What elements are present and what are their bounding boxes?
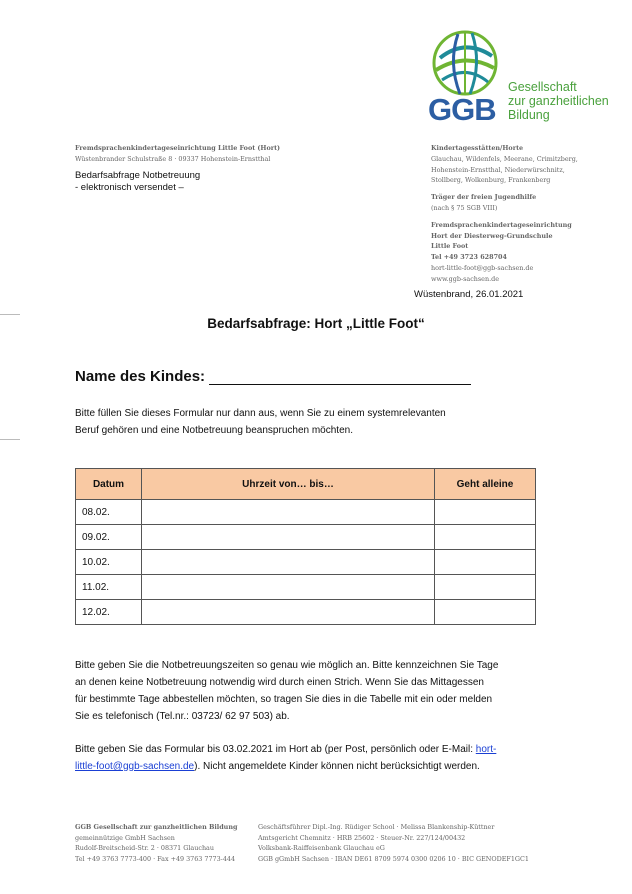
fold-mark <box>0 314 20 315</box>
page-title: Bedarfsabfrage: Hort „Little Foot“ <box>207 316 425 331</box>
row-date: 10.02. <box>76 550 142 575</box>
child-name-line[interactable] <box>209 370 471 385</box>
instructions-text: Bitte geben Sie die Notbetreuungszeiten so genau wie möglich an. Bitte kennzeichnen Sie Tage an denen keine Notbetreuung notwendig wird durch einen Strich. Wenn Sie das Mittagessen für bestimmte Tage abbestellen möchten, so tragen Sie dies in die Tabelle mit ein oder melden Sie es telefonisch (Tel.nr.: 03723/ 62 97 503) ab. <box>75 660 499 722</box>
row-date: 12.02. <box>76 600 142 625</box>
email-link[interactable]: hort- <box>475 744 497 755</box>
header-date: Datum <box>76 469 142 500</box>
header-time: Uhrzeit von… bis… <box>142 469 435 500</box>
logo-letters: GGB <box>428 92 496 127</box>
time-cell[interactable] <box>142 600 435 625</box>
alone-cell[interactable] <box>435 600 536 625</box>
alone-cell[interactable] <box>435 575 536 600</box>
table-row <box>76 550 536 575</box>
table-header-row <box>76 469 536 500</box>
logo-org-name: Gesellschaft zur ganzheitlichen Bildung <box>508 80 609 122</box>
care-needs-table <box>75 468 536 625</box>
table-row <box>76 500 536 525</box>
recipient-block: Bedarfsabfrage Notbetreuung - elektronisch versendet – <box>75 170 201 193</box>
email-link-continued[interactable]: little-foot@ggb-sachsen.de <box>75 761 195 772</box>
time-cell[interactable] <box>142 500 435 525</box>
footer-left: GGB Gesellschaft zur ganzheitlichen Bildung gemeinnützige GmbH Sachsen Rudolf-Breitscheid-Str. 2 · 08371 Glauchau Tel +49 3763 7773-400 · Fax +49 3763 7773-444 <box>75 823 238 863</box>
time-cell[interactable] <box>142 575 435 600</box>
alone-cell[interactable] <box>435 525 536 550</box>
deadline-text: Bitte geben Sie das Formular bis 03.02.2021 im Hort ab (per Post, persönlich oder E-Mail: hort- little-foot@ggb-sachsen.de). Nicht angemeldete Kinder können nicht berücksichtigt werden. <box>75 744 497 772</box>
row-date: 09.02. <box>76 525 142 550</box>
alone-cell[interactable] <box>435 550 536 575</box>
alone-cell[interactable] <box>435 500 536 525</box>
intro-text: Bitte füllen Sie dieses Formular nur dann aus, wenn Sie zu einem systemrelevanten Beruf gehören und eine Notbetreuung beanspruchen möchten. <box>75 408 446 436</box>
row-date: 08.02. <box>76 500 142 525</box>
place-date: Wüstenbrand, 26.01.2021 <box>414 289 524 300</box>
footer-right: Geschäftsführer Dipl.-Ing. Rüdiger School · Melissa Blankenship-Küttner Amtsgericht Chemnitz · HRB 25602 · Steuer-Nr. 227/124/00432 Volksbank-Raiffeisenbank Glauchau eG GGB gGmbH Sachsen · IBAN DE61 8709 5974 0300 0206 10 · BIC GENODEF1GC1 <box>258 823 529 863</box>
table-row <box>76 600 536 625</box>
globe-icon <box>430 28 500 98</box>
table-row <box>76 575 536 600</box>
child-name-field[interactable] <box>75 368 471 385</box>
sender-address: Fremdsprachenkindertageseinrichtung Little Foot (Hort) Wüstenbrander Schulstraße 8 · 09337 Hohenstein-Ernstthal <box>75 144 281 163</box>
table-row <box>76 525 536 550</box>
header-alone: Geht alleine <box>435 469 536 500</box>
ggb-logo <box>428 28 618 133</box>
child-name-label: Name des Kindes: <box>75 368 210 385</box>
time-cell[interactable] <box>142 550 435 575</box>
side-info: Kindertagesstätten/Horte Glauchau, Wildenfels, Meerane, Crimitzberg, Hohenstein-Ernstthal, Niederwürschnitz, Stollberg, Wolkenburg, Frankenberg Träger der freien Jugendhilfe (nach § 75 SGB VIII) Fremdsprachenkindertageseinrichtung Hort der Diesterweg-Grundschule Little Foot Tel +49 3723 628704 hort-little-foot@ggb-sachsen.de www.ggb-sachsen.de <box>431 144 578 283</box>
row-date: 11.02. <box>76 575 142 600</box>
time-cell[interactable] <box>142 525 435 550</box>
punch-mark <box>0 439 20 440</box>
